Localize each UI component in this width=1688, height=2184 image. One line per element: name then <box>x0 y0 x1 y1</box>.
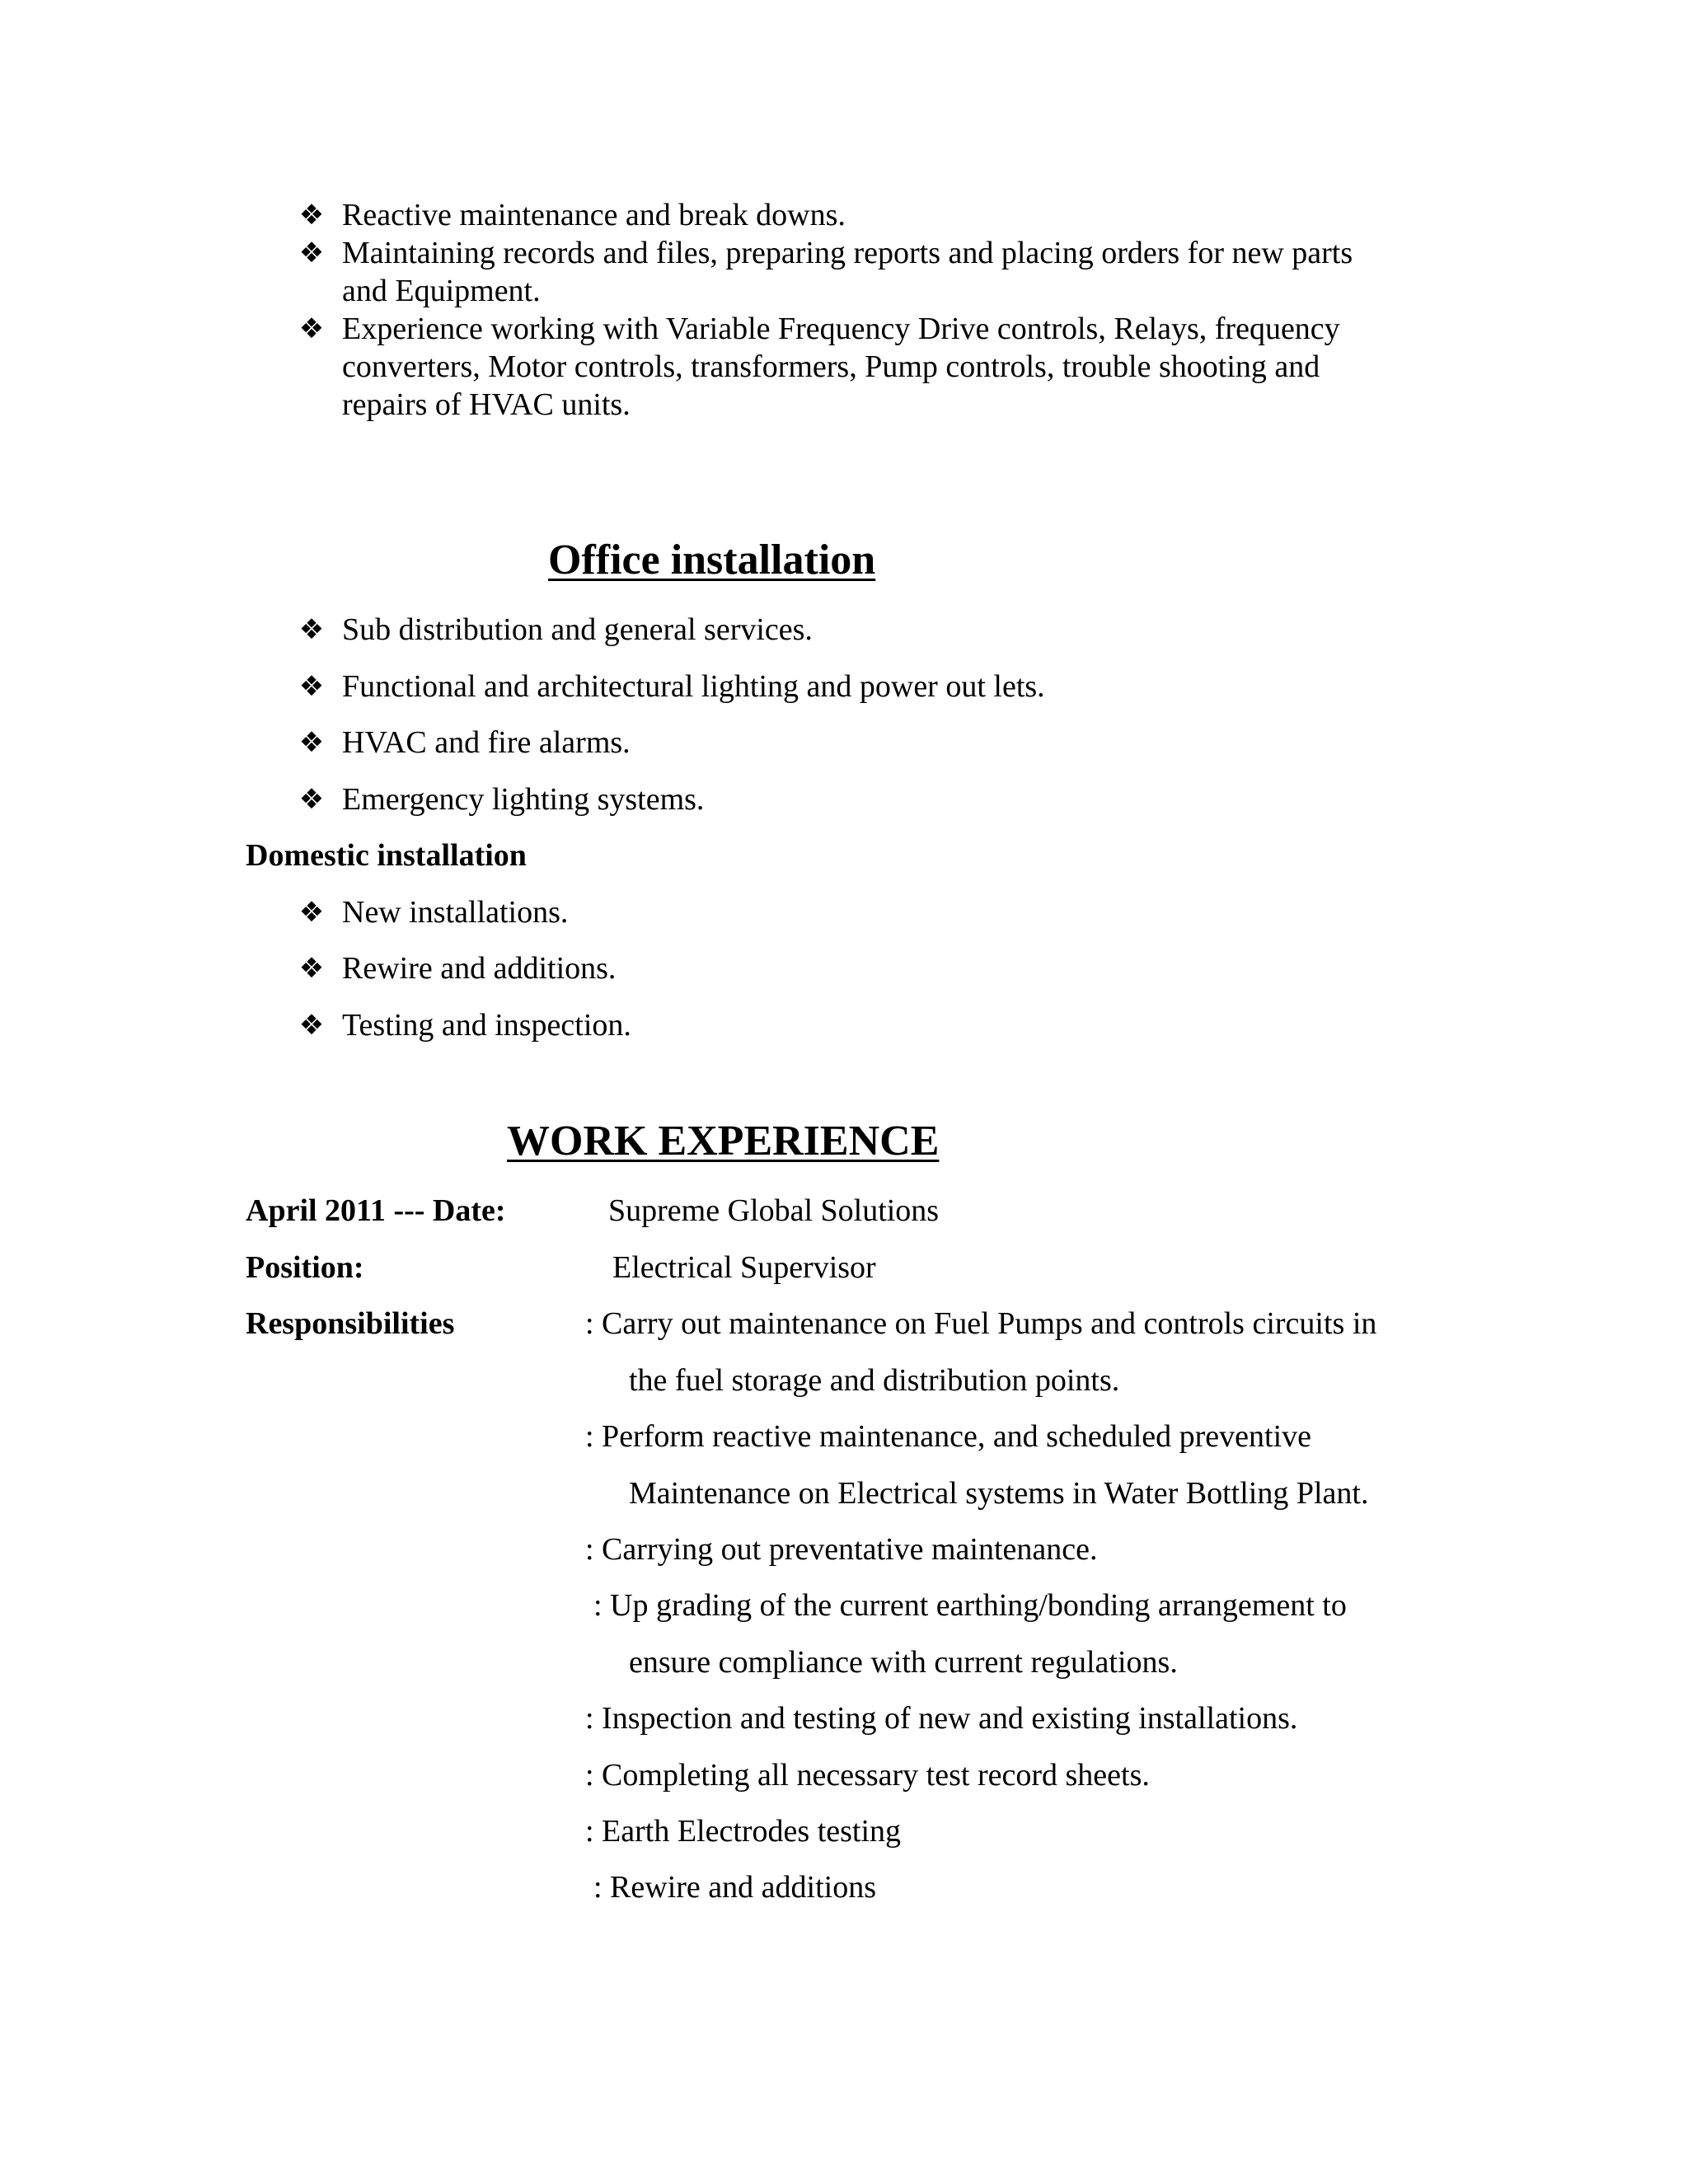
diamond-bullet-icon: ❖ <box>298 670 325 703</box>
list-item: Sub distribution and general services. <box>342 612 813 647</box>
diamond-bullet-icon: ❖ <box>298 312 325 345</box>
list-item: Maintaining records and files, preparing reports and placing orders for new parts <box>342 236 1353 270</box>
diamond-bullet-icon: ❖ <box>298 1009 325 1042</box>
responsibility-line-continuation: Maintenance on Electrical systems in Water Bottling Plant. <box>629 1476 1369 1511</box>
list-item: Experience working with Variable Frequency Drive controls, Relays, frequency <box>342 312 1340 346</box>
diamond-bullet-icon: ❖ <box>298 726 325 759</box>
list-item: HVAC and fire alarms. <box>342 725 631 760</box>
diamond-bullet-icon: ❖ <box>298 237 325 269</box>
diamond-bullet-icon: ❖ <box>298 613 325 646</box>
responsibility-line: : Carry out maintenance on Fuel Pumps and controls circuits in <box>585 1306 1377 1341</box>
responsibility-line-continuation: the fuel storage and distribution points. <box>629 1363 1120 1398</box>
responsibility-line: : Up grading of the current earthing/bonding arrangement to <box>593 1588 1347 1623</box>
office-installation-heading: Office installation <box>548 537 876 583</box>
list-item: New installations. <box>342 895 569 930</box>
domestic-installation-heading: Domestic installation <box>246 838 527 873</box>
list-item: Rewire and additions. <box>342 951 617 986</box>
list-item-continuation: converters, Motor controls, transformers, Pump controls, trouble shooting and <box>342 349 1320 384</box>
responsibility-line: : Rewire and additions <box>593 1870 876 1905</box>
diamond-bullet-icon: ❖ <box>298 783 325 816</box>
responsibility-line: : Completing all necessary test record sheets. <box>585 1758 1150 1793</box>
date-label: April 2011 --- Date: <box>246 1193 506 1228</box>
list-item-continuation: repairs of HVAC units. <box>342 387 631 422</box>
diamond-bullet-icon: ❖ <box>298 896 325 929</box>
list-item: Functional and architectural lighting and power out lets. <box>342 669 1045 704</box>
responsibilities-label: Responsibilities <box>246 1306 455 1341</box>
list-item-continuation: and Equipment. <box>342 274 541 308</box>
responsibility-line-continuation: ensure compliance with current regulations. <box>629 1645 1178 1680</box>
responsibility-line: : Perform reactive maintenance, and scheduled preventive <box>585 1419 1311 1454</box>
responsibility-line: : Inspection and testing of new and existing installations. <box>585 1701 1298 1736</box>
diamond-bullet-icon: ❖ <box>298 952 325 985</box>
list-item: Testing and inspection. <box>342 1008 631 1043</box>
list-item: Emergency lighting systems. <box>342 782 705 817</box>
list-item: Reactive maintenance and break downs. <box>342 198 846 232</box>
company-name: Supreme Global Solutions <box>608 1193 940 1228</box>
responsibility-line: : Earth Electrodes testing <box>585 1814 902 1849</box>
work-experience-heading: WORK EXPERIENCE <box>507 1118 940 1165</box>
position-value: Electrical Supervisor <box>612 1250 876 1285</box>
diamond-bullet-icon: ❖ <box>298 199 325 232</box>
position-label: Position: <box>246 1250 364 1285</box>
responsibility-line: : Carrying out preventative maintenance. <box>585 1532 1098 1567</box>
